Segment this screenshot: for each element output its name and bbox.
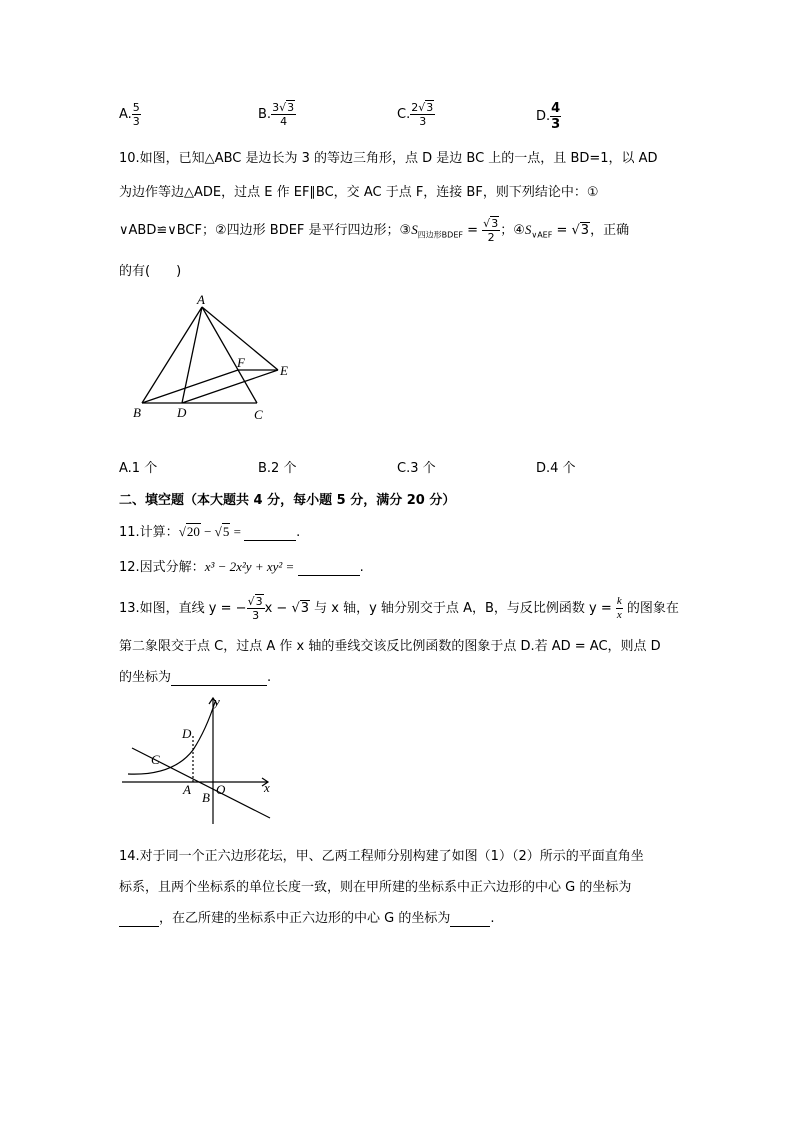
q10-option-b: B.2 个 — [258, 461, 297, 476]
label-c: C — [151, 752, 160, 767]
label-a: A — [183, 782, 191, 797]
label-x: x — [264, 780, 270, 795]
fraction: $\frac{√3}{2}$ — [483, 217, 499, 244]
sqrt: √3 — [291, 601, 310, 616]
sqrt: √20 — [178, 524, 200, 539]
fraction: $\frac{2√3}{3}$ — [411, 101, 434, 128]
fraction: $\frac{k}{x}$ — [616, 595, 622, 621]
label-o: O — [216, 782, 226, 797]
q13-line-2: 第二象限交于点 C，过点 A 作 x 轴的垂线交该反比例函数的图象于点 D.若 AD = AC，则点 D — [119, 639, 661, 654]
q14-line-3: ，在乙所建的坐标系中正六边形的中心 G 的坐标为 . — [119, 907, 494, 927]
fraction: $\frac{√3}{3}$ — [247, 595, 263, 622]
label-a: A — [197, 292, 205, 307]
segment-bf — [142, 370, 238, 403]
sqrt: √3 — [279, 101, 295, 114]
q12-line: 12.因式分解：x³ − 2x²y + xy² = . — [119, 559, 364, 575]
label-b: B — [202, 790, 210, 805]
q10-line-3: ∨ABD≌∨BCF；②四边形 BDEF 是平行四边形；$③S_{四边形BDEF}$ = $\frac{√3}{2}$ ；$④S_{\vee AEF} = √3$，正确 — [119, 217, 630, 244]
label-d: D — [177, 405, 187, 420]
answer-blank — [450, 911, 490, 927]
sqrt: √3 — [247, 595, 263, 608]
q10-triangle-figure — [125, 290, 305, 425]
q10-line-1: 10.如图，已知△ABC 是边长为 3 的等边三角形，点 D 是边 BC 上的一点，且 BD=1，以 AD — [119, 151, 658, 166]
fraction: $\frac{4}{3}$ — [551, 101, 561, 132]
sqrt: √3 — [418, 101, 434, 114]
hyperbola — [128, 702, 215, 774]
answer-blank — [171, 670, 267, 686]
q13-line-1: 13.如图，直线 y = − $\frac{√3}{3}$ x − √3 与 x 轴，y 轴分别交于点 A，B，与反比例函数 y = $\frac{k}{x}$ 的图象在 — [119, 595, 679, 622]
segment-de — [182, 370, 278, 403]
fraction: $\frac{5}{3}$ — [132, 101, 140, 128]
q14-line-1: 14.对于同一个正六边形花坛，甲、乙两工程师分别构建了如图（1）（2）所示的平面直角坐 — [119, 849, 644, 864]
label-y: y — [214, 694, 220, 709]
q10-option-a: A.1 个 — [119, 461, 158, 476]
fraction: $\frac{3√3}{4}$ — [272, 101, 295, 128]
q9-option-c: C. $\frac{2√3}{3}$ — [397, 101, 434, 128]
segment-ab — [142, 307, 202, 403]
q9-option-a: A. $\frac{5}{3}$ — [119, 101, 140, 128]
sqrt: √3 — [571, 223, 590, 238]
answer-blank — [298, 560, 360, 576]
q10-option-d: D.4 个 — [536, 461, 576, 476]
segment-ac — [202, 307, 257, 403]
q11-line: 11.计算：√20 − √5 = . — [119, 524, 301, 540]
q9-option-d: D. $\frac{4}{3}$ — [536, 101, 561, 132]
sqrt: √5 — [214, 524, 230, 539]
sqrt: √3 — [483, 217, 499, 230]
q10-line-4: 的有( ) — [119, 264, 182, 279]
q13-coordinate-figure — [118, 690, 278, 830]
label-b: B — [133, 405, 141, 420]
answer-blank — [244, 525, 296, 541]
q14-line-2: 标系，且两个坐标系的单位长度一致，则在甲所建的坐标系中正六边形的中心 G 的坐标为 — [119, 880, 632, 895]
label-f: F — [237, 355, 245, 370]
q13-line-3: 的坐标为 . — [119, 670, 272, 685]
q10-option-c: C.3 个 — [397, 461, 436, 476]
label-e: E — [280, 363, 288, 378]
q9-option-b: B. $\frac{3√3}{4}$ — [258, 101, 295, 128]
answer-blank — [119, 911, 159, 927]
q10-line-2: 为边作等边△ADE，过点 E 作 EF∥BC，交 AC 于点 F，连接 BF，则下列结论中：① — [119, 185, 599, 200]
section-heading: 二、填空题（本大题共 4 分，每小题 5 分，满分 20 分） — [119, 493, 456, 508]
label-d: D — [182, 726, 192, 741]
label-c: C — [254, 407, 263, 422]
